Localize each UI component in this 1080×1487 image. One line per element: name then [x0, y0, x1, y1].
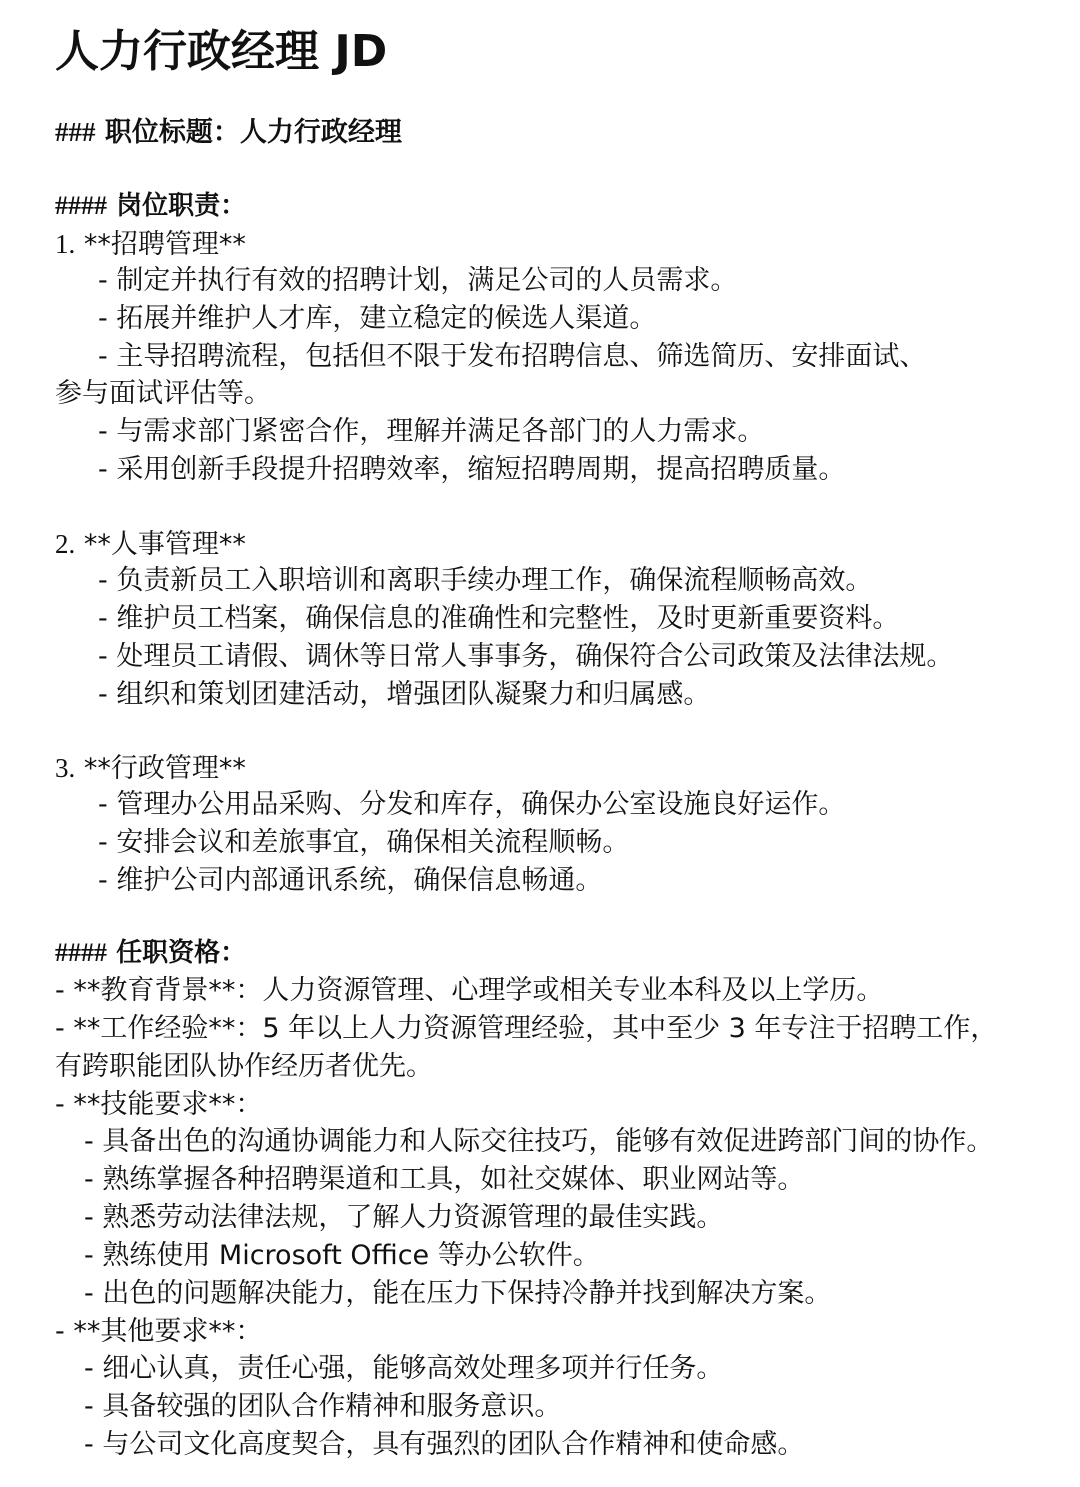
list-item: - 熟练掌握各种招聘渠道和工具，如社交媒体、职业网站等。	[84, 1164, 805, 1195]
list-item: - 管理办公用品采购、分发和库存，确保办公室设施良好运作。	[98, 789, 846, 820]
qualification-item: - **其他要求**：	[55, 1316, 263, 1347]
list-item: - 采用创新手段提升招聘效率，缩短招聘周期，提高招聘质量。	[98, 454, 846, 485]
list-item: - 制定并执行有效的招聘计划，满足公司的人员需求。	[98, 265, 738, 296]
list-item: - 熟悉劳动法律法规，了解人力资源管理的最佳实践。	[84, 1202, 724, 1233]
qualification-item: - **技能要求**：	[55, 1089, 263, 1120]
list-item: - 具备出色的沟通协调能力和人际交往技巧，能够有效促进跨部门间的协作。	[84, 1126, 994, 1157]
heading-marker: ####	[55, 938, 107, 967]
responsibilities-heading	[55, 188, 246, 224]
heading-marker: ###	[55, 117, 96, 147]
qualification-item: - **工作经验**：5 年以上人力资源管理经验，其中至少 3 年专注于招聘工作，	[55, 1013, 998, 1044]
list-item: - 与公司文化高度契合，具有强烈的团队合作精神和使命感。	[84, 1429, 805, 1460]
list-item: - 主导招聘流程，包括但不限于发布招聘信息、筛选简历、安排面试、	[98, 341, 927, 372]
list-item: - 处理员工请假、调休等日常人事事务，确保符合公司政策及法律法规。	[98, 641, 954, 672]
list-item: - 维护公司内部通讯系统，确保信息畅通。	[98, 865, 603, 896]
qualifications-heading	[55, 935, 246, 971]
list-item: - 负责新员工入职培训和离职手续办理工作，确保流程顺畅高效。	[98, 565, 873, 596]
page-title: 人力行政经理 JD	[55, 26, 388, 77]
list-item: - 出色的问题解决能力，能在压力下保持冷静并找到解决方案。	[84, 1278, 832, 1309]
section-personnel-title: 2. **人事管理**	[55, 529, 246, 560]
position-heading	[55, 114, 402, 151]
section-recruitment-title: 1. **招聘管理**	[55, 229, 246, 260]
list-item: - 具备较强的团队合作精神和服务意识。	[84, 1391, 562, 1422]
section-administration-title: 3. **行政管理**	[55, 753, 246, 784]
responsibilities-heading-text: 岗位职责：	[116, 191, 247, 221]
list-item: - 细心认真，责任心强，能够高效处理多项并行任务。	[84, 1353, 724, 1384]
list-item: - 拓展并维护人才库，建立稳定的候选人渠道。	[98, 303, 657, 334]
list-item: - 安排会议和差旅事宜，确保相关流程顺畅。	[98, 827, 630, 858]
list-item: - 与需求部门紧密合作，理解并满足各部门的人力需求。	[98, 416, 765, 447]
list-item: - 维护员工档案，确保信息的准确性和完整性，及时更新重要资料。	[98, 603, 900, 634]
list-item: - 熟练使用 Microsoft Office 等办公软件。	[84, 1240, 600, 1271]
heading-marker: ####	[55, 191, 107, 220]
qualification-continuation: 有跨职能团队协作经历者优先。	[55, 1051, 433, 1082]
position-heading-text: 职位标题：人力行政经理	[104, 117, 402, 148]
list-item-continuation: 参与面试评估等。	[55, 378, 271, 409]
list-item: - 组织和策划团建活动，增强团队凝聚力和归属感。	[98, 679, 711, 710]
qualifications-heading-text: 任职资格：	[116, 938, 247, 968]
qualification-item: - **教育背景**：人力资源管理、心理学或相关专业本科及以上学历。	[55, 975, 884, 1006]
